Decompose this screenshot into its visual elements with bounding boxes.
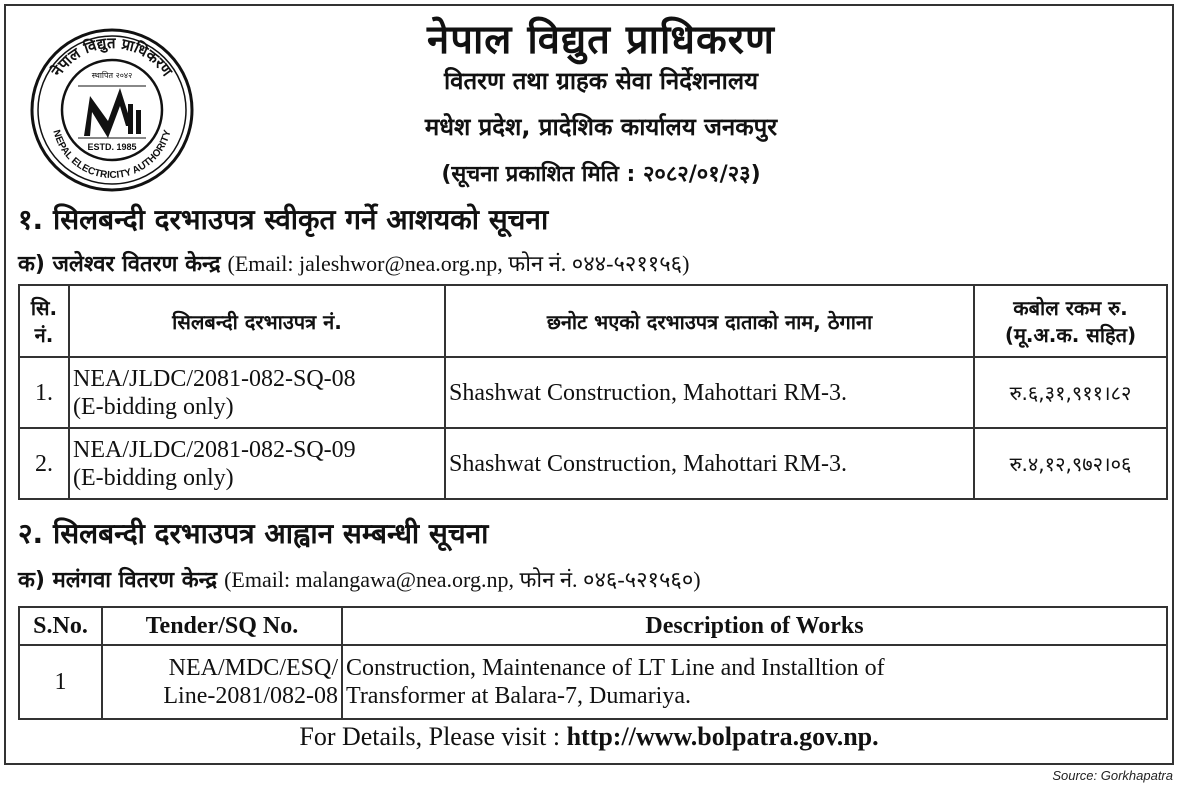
row-bidder: Shashwat Construction, Mahottari RM-3.	[445, 357, 974, 428]
directorate-name: वितरण तथा ग्राहक सेवा निर्देशनालय	[443, 67, 759, 95]
tender-number: NEA/JLDC/2081-082-SQ-08	[73, 365, 356, 392]
header-amount: कबोल रकम रु. (मू.अ.क. सहित)	[974, 285, 1167, 357]
section2-centre-label: क) मलंगवा वितरण केन्द्र	[18, 568, 218, 593]
tender-number: NEA/JLDC/2081-082-SQ-09	[73, 436, 356, 463]
tender-note: (E-bidding only)	[73, 464, 234, 491]
tender-line1: NEA/MDC/ESQ/	[168, 655, 338, 681]
row-sno: 1	[19, 645, 102, 719]
table-row	[19, 357, 1167, 428]
publish-date: (सूचना प्रकाशित मिति : २०८२/०१/२३)	[441, 162, 761, 187]
section1-centre-contact: (Email: jaleshwor@nea.org.np, फोन नं. ०४४-५२११५६)	[227, 251, 690, 276]
logo-ring-text-en: NEPAL ELECTRICITY AUTHORITY	[50, 128, 174, 182]
section2-heading: २. सिलबन्दी दरभाउपत्र आह्वान सम्बन्धी सूचना	[18, 517, 489, 550]
tender-note: (E-bidding only)	[73, 393, 234, 420]
section2-centre-contact: (Email: malangawa@nea.org.np, फोन नं. ०४६-५२१५६०)	[224, 567, 701, 592]
description-line2: Transformer at Balara-7, Dumariya.	[346, 683, 691, 709]
table-header-row	[19, 607, 1167, 645]
logo-ring-text-np: नेपाल विद्युत प्राधिकरण	[47, 33, 177, 80]
source-credit: Source: Gorkhapatra	[1052, 768, 1173, 783]
section1-heading: १. सिलबन्दी दरभाउपत्र स्वीकृत गर्ने आशयको सूचना	[18, 203, 549, 236]
logo-founded-text: स्थापित २०४२	[91, 71, 133, 80]
section1-centre	[18, 248, 689, 278]
office-name: मधेश प्रदेश, प्रादेशिक कार्यालय जनकपुर	[424, 113, 778, 141]
logo-estd-text: ESTD. 1985	[87, 142, 137, 152]
footer-url-link[interactable]: http://www.bolpatra.gov.np.	[566, 722, 879, 751]
tender-line2: Line-2081/082-08	[163, 683, 338, 709]
organization-title: नेपाल विद्युत प्राधिकरण	[427, 17, 775, 63]
row-bidder: Shashwat Construction, Mahottari RM-3.	[445, 428, 974, 499]
header-description: Description of Works	[342, 607, 1167, 645]
row-tender	[69, 428, 445, 499]
table-header-row	[19, 285, 1167, 357]
header-tender-sq-no: Tender/SQ No.	[102, 607, 342, 645]
row-sn: 2.	[19, 428, 69, 499]
footer-details	[6, 722, 1172, 752]
header-bidder: छनोट भएको दरभाउपत्र दाताको नाम, ठेगाना	[445, 285, 974, 357]
row-sn: 1.	[19, 357, 69, 428]
row-tender	[102, 645, 342, 719]
intent-to-award-table	[18, 284, 1168, 500]
description-line1: Construction, Maintenance of LT Line and Installtion of	[346, 655, 885, 681]
invitation-table	[18, 606, 1168, 720]
section1-centre-label: क) जलेश्वर वितरण केन्द्र	[18, 252, 221, 277]
header-sn: सि. नं.	[19, 285, 69, 357]
header-tender-no: सिलबन्दी दरभाउपत्र नं.	[69, 285, 445, 357]
table-row	[19, 645, 1167, 719]
row-description	[342, 645, 1167, 719]
nea-logo-icon	[28, 26, 196, 194]
row-amount: रु.४,१२,९७२।०६	[974, 428, 1167, 499]
footer-prefix: For Details, Please visit :	[299, 722, 567, 751]
header-sno: S.No.	[19, 607, 102, 645]
row-amount: रु.६,३१,९११।८२	[974, 357, 1167, 428]
row-tender	[69, 357, 445, 428]
section2-centre	[18, 564, 701, 594]
table-row	[19, 428, 1167, 499]
notice-box	[4, 4, 1174, 765]
